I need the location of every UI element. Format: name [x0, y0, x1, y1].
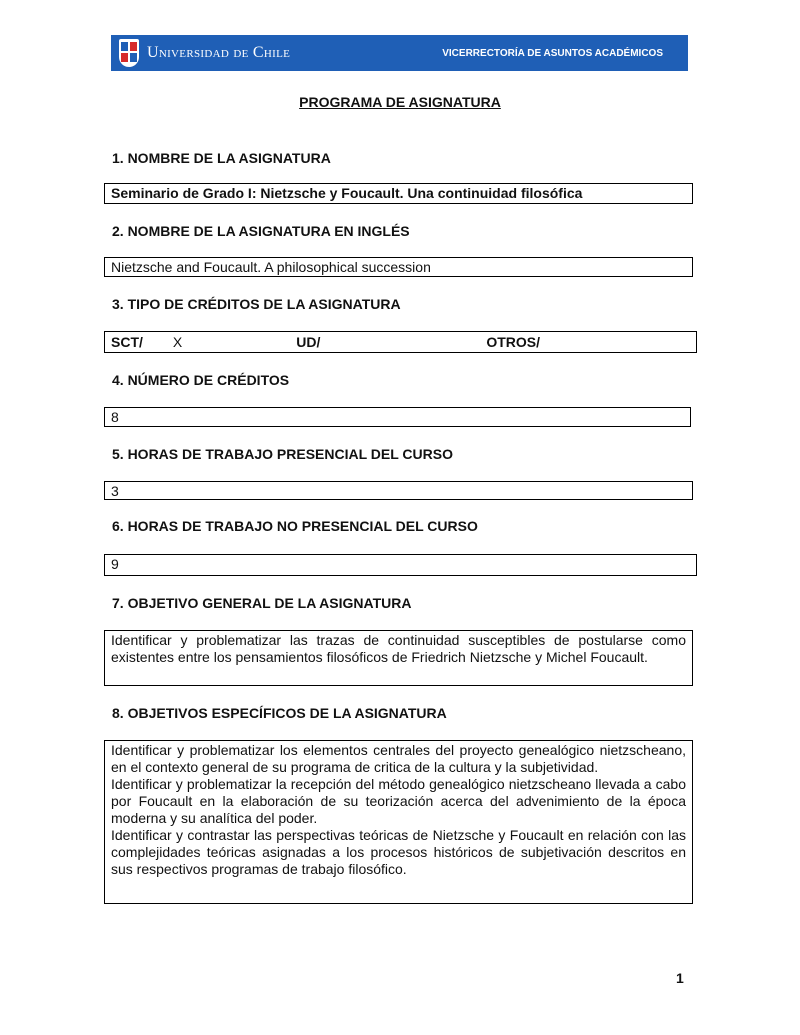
credits-number-box: 8 [104, 407, 691, 427]
section-8-heading: 8. OBJETIVOS ESPECÍFICOS DE LA ASIGNATURA [112, 705, 447, 721]
ud-label: UD/ [296, 333, 321, 350]
course-name-box: Seminario de Grado I: Nietzsche y Foucault. Una continuidad filosófica [104, 183, 693, 204]
specific-objective-item: Identificar y contrastar las perspectivas teóricas de Nietzsche y Foucault en relación con las complejidades teóricas asignadas a los procesos históricos de subjetivación descritos en sus respectivos programas de trabajo filosófico. [111, 827, 686, 877]
page-number: 1 [676, 970, 684, 986]
university-name: Universidad de Chile [147, 44, 291, 61]
section-6-heading: 6. HORAS DE TRABAJO NO PRESENCIAL DEL CURSO [112, 518, 478, 534]
university-crest-logo [119, 39, 139, 67]
specific-objectives-box [104, 740, 693, 904]
section-1-heading: 1. NOMBRE DE LA ASIGNATURA [112, 150, 331, 166]
course-name-english-box: Nietzsche and Foucault. A philosophical succession [104, 257, 693, 277]
document-title: PROGRAMA DE ASIGNATURA [299, 94, 501, 110]
general-objective-box: Identificar y problematizar las trazas de continuidad susceptibles de postularse como existentes entre los pensamientos filosóficos de Friedrich Nietzsche y Michel Foucault. [104, 630, 693, 686]
otros-label: OTROS/ [486, 333, 541, 350]
section-4-heading: 4. NÚMERO DE CRÉDITOS [112, 372, 290, 388]
office-name: VICERRECTORÍA DE ASUNTOS ACADÉMICOS [442, 47, 663, 59]
non-presential-hours-box: 9 [104, 554, 697, 576]
specific-objective-item: Identificar y problematizar la recepción del método genealógico nietzscheano llevada a cabo por Foucault en la elaboración de su teorización acerca del advenimiento de la época moderna y su analítica del poder. [111, 776, 686, 826]
presential-hours-box: 3 [104, 481, 693, 500]
header-banner [111, 35, 688, 71]
sct-mark: X [172, 333, 183, 350]
section-2-heading: 2. NOMBRE DE LA ASIGNATURA EN INGLÉS [112, 223, 410, 239]
specific-objective-item: Identificar y problematizar los elementos centrales del proyecto genealógico nietzscheano, en el contexto general de su programa de critica de la cultura y la subjetividad. [111, 742, 686, 775]
section-5-heading: 5. HORAS DE TRABAJO PRESENCIAL DEL CURSO [112, 446, 453, 462]
section-7-heading: 7. OBJETIVO GENERAL DE LA ASIGNATURA [112, 595, 412, 611]
sct-label: SCT/ [111, 333, 143, 350]
credit-type-box [104, 331, 697, 353]
section-3-heading: 3. TIPO DE CRÉDITOS DE LA ASIGNATURA [112, 296, 401, 312]
